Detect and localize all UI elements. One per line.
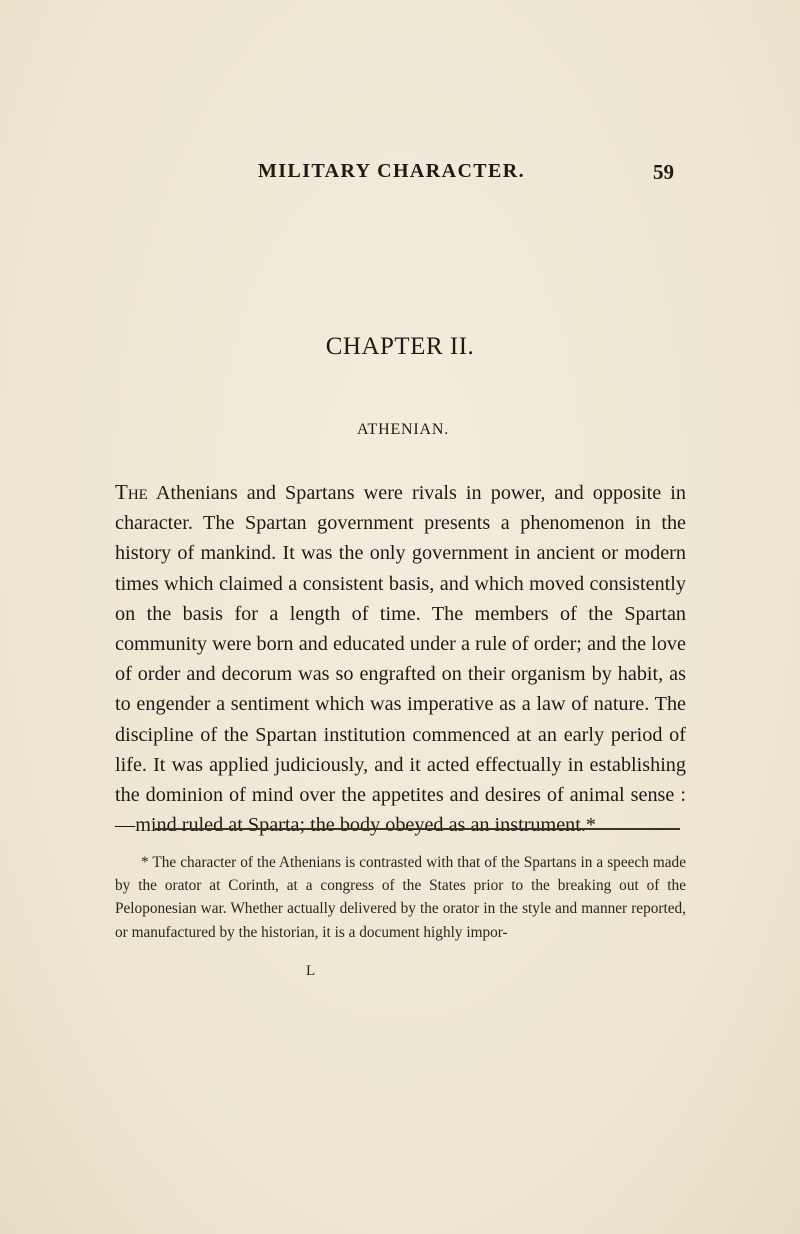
chapter-title: CHAPTER II. (325, 333, 475, 360)
signature-mark: L (306, 963, 316, 979)
footnote-divider (155, 828, 680, 830)
section-title: ATHENIAN. (356, 421, 450, 438)
body-paragraph (115, 477, 686, 840)
footnote: * The character of the Athenians is contrasted with that of the Spartans in a speech made by the orator at Corinth, at a congress of the States prior to the breaking out of the Peloponesian war. Whether actually delivered by the orator in the style and manner reported, or manufactured by the historian, it is a document highly impor- (115, 854, 686, 941)
running-head (0, 160, 800, 190)
running-title: MILITARY CHARACTER. (258, 160, 526, 182)
body-text: Athenians and Spartans were rivals in power, and opposite in character. The Spartan government presents a phenomenon in the history of mankind. It was the only government in ancient or modern times which claimed a consistent basis, and which moved consistently on the basis for a length of time. The members of the Spartan community were born and educated under a rule of order; and the love of order and decorum was so engrafted on their organism by habit, as to engender a sentiment which was imperative as a law of nature. The discipline of the Spartan institution commenced at an early period of life. It was applied judiciously, and it acted effectually in establishing the dominion of mind over the appetites and desires of animal sense :—mind ruled at Sparta; the body obeyed as an instrument.* (115, 482, 686, 837)
page-number: 59 (653, 160, 674, 184)
lead-word: The (115, 480, 148, 504)
